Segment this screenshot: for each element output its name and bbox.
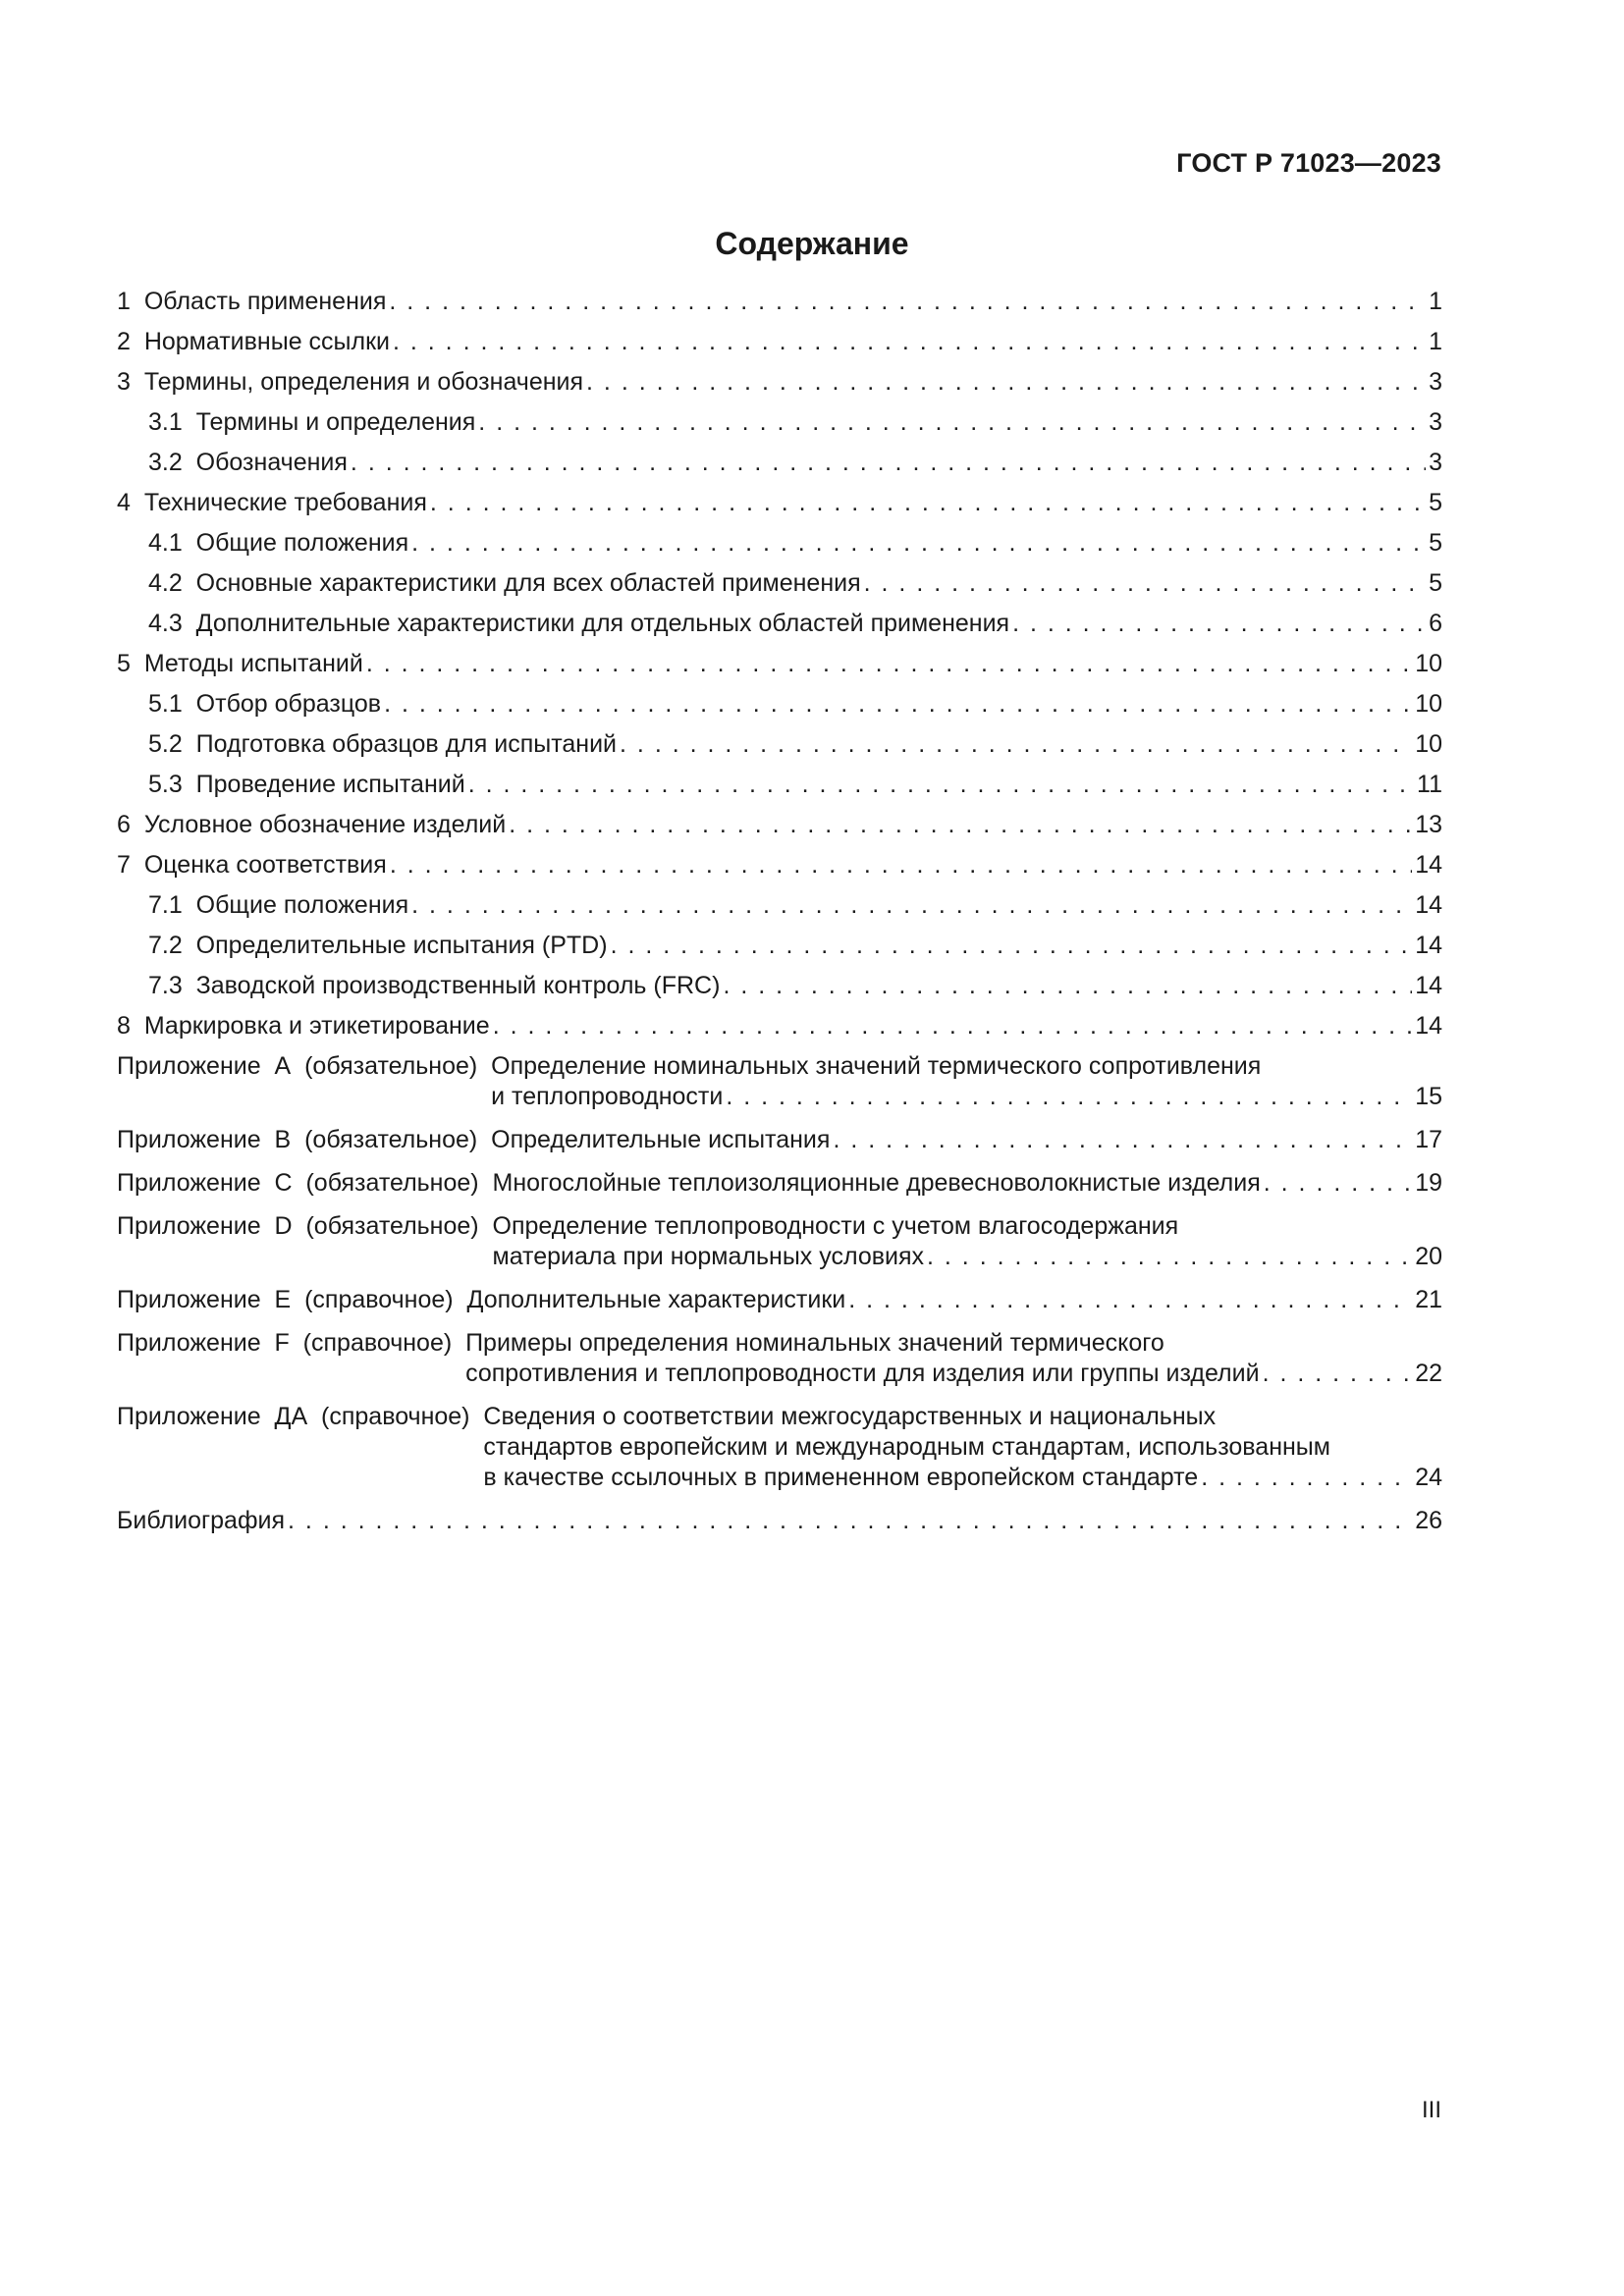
toc-page: 10 (1415, 690, 1442, 718)
toc-page: 14 (1415, 972, 1442, 999)
page-number: III (1421, 2097, 1441, 2123)
dot-leader (351, 448, 1426, 478)
toc-appendix-entry[interactable] (117, 1168, 1442, 1199)
appendix-title-line: Определение теплопроводности с учетом влагосодержания (492, 1212, 1179, 1240)
toc-entry[interactable] (117, 488, 1442, 518)
toc-page: 10 (1415, 730, 1442, 758)
toc-title: Проведение испытаний (195, 771, 465, 798)
toc-number: 3.1 (148, 408, 183, 436)
toc-title: Условное обозначение изделий (143, 811, 507, 838)
appendix-label: Приложение В (обязательное) (117, 1126, 492, 1153)
dot-leader (723, 971, 1412, 1001)
dot-leader (430, 488, 1426, 518)
toc-page: 1 (1429, 288, 1442, 315)
dot-leader (1264, 1168, 1412, 1199)
toc-row (117, 689, 1442, 720)
toc-page: 22 (1415, 1360, 1442, 1387)
dot-leader (586, 367, 1426, 398)
appendix-label: Приложение F (справочное) (117, 1329, 466, 1357)
toc-entry[interactable] (117, 810, 1442, 840)
toc-page: 3 (1429, 449, 1442, 476)
appendix-title-line: сопротивления и теплопроводности для изделия или группы изделий (465, 1360, 1260, 1387)
toc-row (117, 1168, 1442, 1199)
toc-row (117, 488, 1442, 518)
toc-row (117, 1432, 1442, 1463)
dot-leader (833, 1125, 1412, 1155)
toc-gap (183, 971, 196, 1001)
toc-gap (183, 609, 196, 639)
toc-gap (131, 649, 144, 679)
appendix-title-line: Примеры определения номинальных значений термического (465, 1329, 1164, 1357)
dot-leader (288, 1506, 1412, 1536)
toc-entry[interactable] (117, 327, 1442, 357)
appendix-title-line: в качестве ссылочных в примененном европейском стандарте (483, 1464, 1199, 1491)
toc-number: 5.1 (148, 690, 183, 718)
toc-page: 5 (1429, 529, 1442, 557)
toc-row (117, 649, 1442, 679)
toc-title: Обозначения (195, 449, 348, 476)
toc-entry[interactable] (117, 890, 1442, 921)
toc-row (117, 287, 1442, 317)
toc-page: 14 (1415, 891, 1442, 919)
toc-title: Общие положения (195, 891, 409, 919)
dot-leader (390, 850, 1412, 881)
toc-gap (131, 287, 144, 317)
appendix-title-line: Библиография (117, 1507, 286, 1534)
toc-page: 13 (1415, 811, 1442, 838)
dot-leader (384, 689, 1412, 720)
dot-leader (411, 890, 1412, 921)
toc-page: 17 (1415, 1126, 1442, 1153)
toc-gap (131, 488, 144, 518)
toc-title: Оценка соответствия (143, 851, 387, 879)
toc-appendix-entry[interactable] (117, 1328, 1442, 1389)
toc-page: 21 (1415, 1286, 1442, 1313)
toc-row (117, 609, 1442, 639)
toc-page: 3 (1429, 368, 1442, 396)
toc-row (117, 1328, 1442, 1359)
dot-leader (389, 287, 1426, 317)
toc-entry[interactable] (117, 971, 1442, 1001)
toc-entry[interactable] (117, 770, 1442, 800)
toc-title: Нормативные ссылки (143, 328, 390, 355)
toc-appendices (117, 1051, 1442, 1536)
toc-title: Термины и определения (195, 408, 476, 436)
toc-entry[interactable] (117, 528, 1442, 559)
dot-leader (411, 528, 1426, 559)
toc-number: 7.3 (148, 972, 183, 999)
toc-row (117, 1211, 1442, 1242)
toc-gap (131, 1011, 144, 1041)
toc-page: 10 (1415, 650, 1442, 677)
page-title: Содержание (715, 226, 909, 261)
dot-leader (366, 649, 1412, 679)
toc-row (117, 729, 1442, 760)
toc-page: 14 (1415, 1012, 1442, 1040)
appendix-title-line: стандартов европейским и международным стандартам, использованным (483, 1433, 1330, 1461)
toc-number: 8 (117, 1012, 131, 1040)
toc-row (117, 1402, 1442, 1432)
toc-row (117, 1011, 1442, 1041)
toc-entry[interactable] (117, 729, 1442, 760)
toc-row (117, 850, 1442, 881)
dot-leader (864, 568, 1426, 599)
toc-row (117, 1506, 1442, 1536)
toc-row (117, 528, 1442, 559)
appendix-title-line: Определительные испытания (491, 1126, 831, 1153)
toc-number: 5.2 (148, 730, 183, 758)
toc-row (117, 1051, 1442, 1082)
appendix-title-line: Многослойные теплоизоляционные древесноволокнистые изделия (492, 1169, 1261, 1197)
toc-page: 26 (1415, 1507, 1442, 1534)
toc-page: 5 (1429, 569, 1442, 597)
appendix-title-line: материала при нормальных условиях (492, 1243, 925, 1270)
toc-gap (131, 850, 144, 881)
toc-page: 24 (1415, 1464, 1442, 1491)
toc-page: 5 (1429, 489, 1442, 516)
toc-gap (183, 407, 196, 438)
toc-title: Подготовка образцов для испытаний (195, 730, 618, 758)
appendix-label: Приложение С (обязательное) (117, 1169, 493, 1197)
dot-leader (620, 729, 1412, 760)
appendix-label: Приложение Е (справочное) (117, 1286, 467, 1313)
toc-entry[interactable] (117, 689, 1442, 720)
toc-title: Термины, определения и обозначения (143, 368, 584, 396)
appendix-title-line: Определение номинальных значений термического сопротивления (491, 1052, 1262, 1080)
toc-title: Область применения (143, 288, 387, 315)
toc-number: 4 (117, 489, 131, 516)
toc-row (117, 367, 1442, 398)
toc-title: Определительные испытания (PTD) (195, 932, 608, 959)
toc-number: 5 (117, 650, 131, 677)
dot-leader (509, 810, 1412, 840)
appendix-title-line: Сведения о соответствии межгосударственных и национальных (483, 1403, 1217, 1430)
toc-number: 3 (117, 368, 131, 396)
toc-gap (183, 729, 196, 760)
toc-number: 2 (117, 328, 131, 355)
toc-entry[interactable] (117, 367, 1442, 398)
toc-row (117, 1125, 1442, 1155)
toc-gap (131, 327, 144, 357)
toc-page: 1 (1429, 328, 1442, 355)
toc-row (117, 327, 1442, 357)
toc-number: 7 (117, 851, 131, 879)
toc-entry[interactable] (117, 931, 1442, 961)
toc-page: 11 (1417, 771, 1442, 798)
dot-leader (848, 1285, 1412, 1315)
toc-page: 14 (1415, 932, 1442, 959)
toc-row (117, 971, 1442, 1001)
toc-appendix-entry[interactable] (117, 1051, 1442, 1112)
appendix-label: Приложение ДА (справочное) (117, 1403, 484, 1430)
toc-sections (117, 287, 1442, 1041)
toc-page: 3 (1429, 408, 1442, 436)
toc-row (117, 448, 1442, 478)
toc-page: 6 (1429, 610, 1442, 637)
toc-title: Маркировка и этикетирование (143, 1012, 490, 1040)
toc-page: 15 (1415, 1083, 1442, 1110)
toc-gap (131, 810, 144, 840)
toc-gap (183, 448, 196, 478)
appendix-title-line: Дополнительные характеристики (466, 1286, 846, 1313)
appendix-title-line: и теплопроводности (491, 1083, 724, 1110)
toc-page: 14 (1415, 851, 1442, 879)
appendix-label: Приложение D (обязательное) (117, 1212, 493, 1240)
toc-appendix-entry[interactable] (117, 1211, 1442, 1272)
toc-appendix-entry[interactable] (117, 1506, 1442, 1536)
toc-row (117, 931, 1442, 961)
toc-number: 4.2 (148, 569, 183, 597)
toc-title: Дополнительные характеристики для отдельных областей применения (195, 610, 1010, 637)
toc-row (117, 407, 1442, 438)
toc-entry[interactable] (117, 287, 1442, 317)
toc-row (117, 1285, 1442, 1315)
dot-leader (1263, 1359, 1413, 1389)
toc-gap (183, 890, 196, 921)
document-code: ГОСТ Р 71023—2023 (1176, 148, 1441, 178)
toc-gap (183, 568, 196, 599)
appendix-label: Приложение А (обязательное) (117, 1052, 492, 1080)
toc-number: 7.2 (148, 932, 183, 959)
toc-page: 19 (1415, 1169, 1442, 1197)
toc-gap (183, 528, 196, 559)
toc-title: Методы испытаний (143, 650, 363, 677)
dot-leader (393, 327, 1426, 357)
toc-gap (183, 931, 196, 961)
toc-row (117, 1242, 1442, 1272)
dot-leader (478, 407, 1426, 438)
toc-row (117, 568, 1442, 599)
toc-number: 1 (117, 288, 131, 315)
toc-row (117, 770, 1442, 800)
toc-title: Технические требования (143, 489, 427, 516)
dot-leader (927, 1242, 1412, 1272)
dot-leader (726, 1082, 1412, 1112)
dot-leader (468, 770, 1414, 800)
toc-row (117, 1082, 1442, 1112)
toc-row (117, 1359, 1442, 1389)
toc-title: Общие положения (195, 529, 409, 557)
toc-entry[interactable] (117, 407, 1442, 438)
toc-gap (183, 689, 196, 720)
toc-title: Заводской производственный контроль (FRC) (195, 972, 721, 999)
dot-leader (493, 1011, 1413, 1041)
toc-entry[interactable] (117, 1011, 1442, 1041)
toc-entry[interactable] (117, 850, 1442, 881)
toc-entry[interactable] (117, 568, 1442, 599)
toc-title: Основные характеристики для всех областей применения (195, 569, 861, 597)
toc-number: 7.1 (148, 891, 183, 919)
toc-row (117, 890, 1442, 921)
dot-leader (611, 931, 1413, 961)
toc-appendix-entry[interactable] (117, 1285, 1442, 1315)
toc-page: 20 (1415, 1243, 1442, 1270)
toc-row (117, 1463, 1442, 1493)
table-of-contents (117, 287, 1442, 1549)
toc-number: 4.3 (148, 610, 183, 637)
toc-number: 5.3 (148, 771, 183, 798)
toc-number: 4.1 (148, 529, 183, 557)
toc-number: 6 (117, 811, 131, 838)
toc-appendix-entry[interactable] (117, 1125, 1442, 1155)
toc-entry[interactable] (117, 448, 1442, 478)
dot-leader (1012, 609, 1426, 639)
toc-gap (183, 770, 196, 800)
dot-leader (1201, 1463, 1412, 1493)
toc-entry[interactable] (117, 649, 1442, 679)
toc-row (117, 810, 1442, 840)
toc-gap (131, 367, 144, 398)
toc-title: Отбор образцов (195, 690, 382, 718)
toc-appendix-entry[interactable] (117, 1402, 1442, 1493)
toc-number: 3.2 (148, 449, 183, 476)
toc-entry[interactable] (117, 609, 1442, 639)
